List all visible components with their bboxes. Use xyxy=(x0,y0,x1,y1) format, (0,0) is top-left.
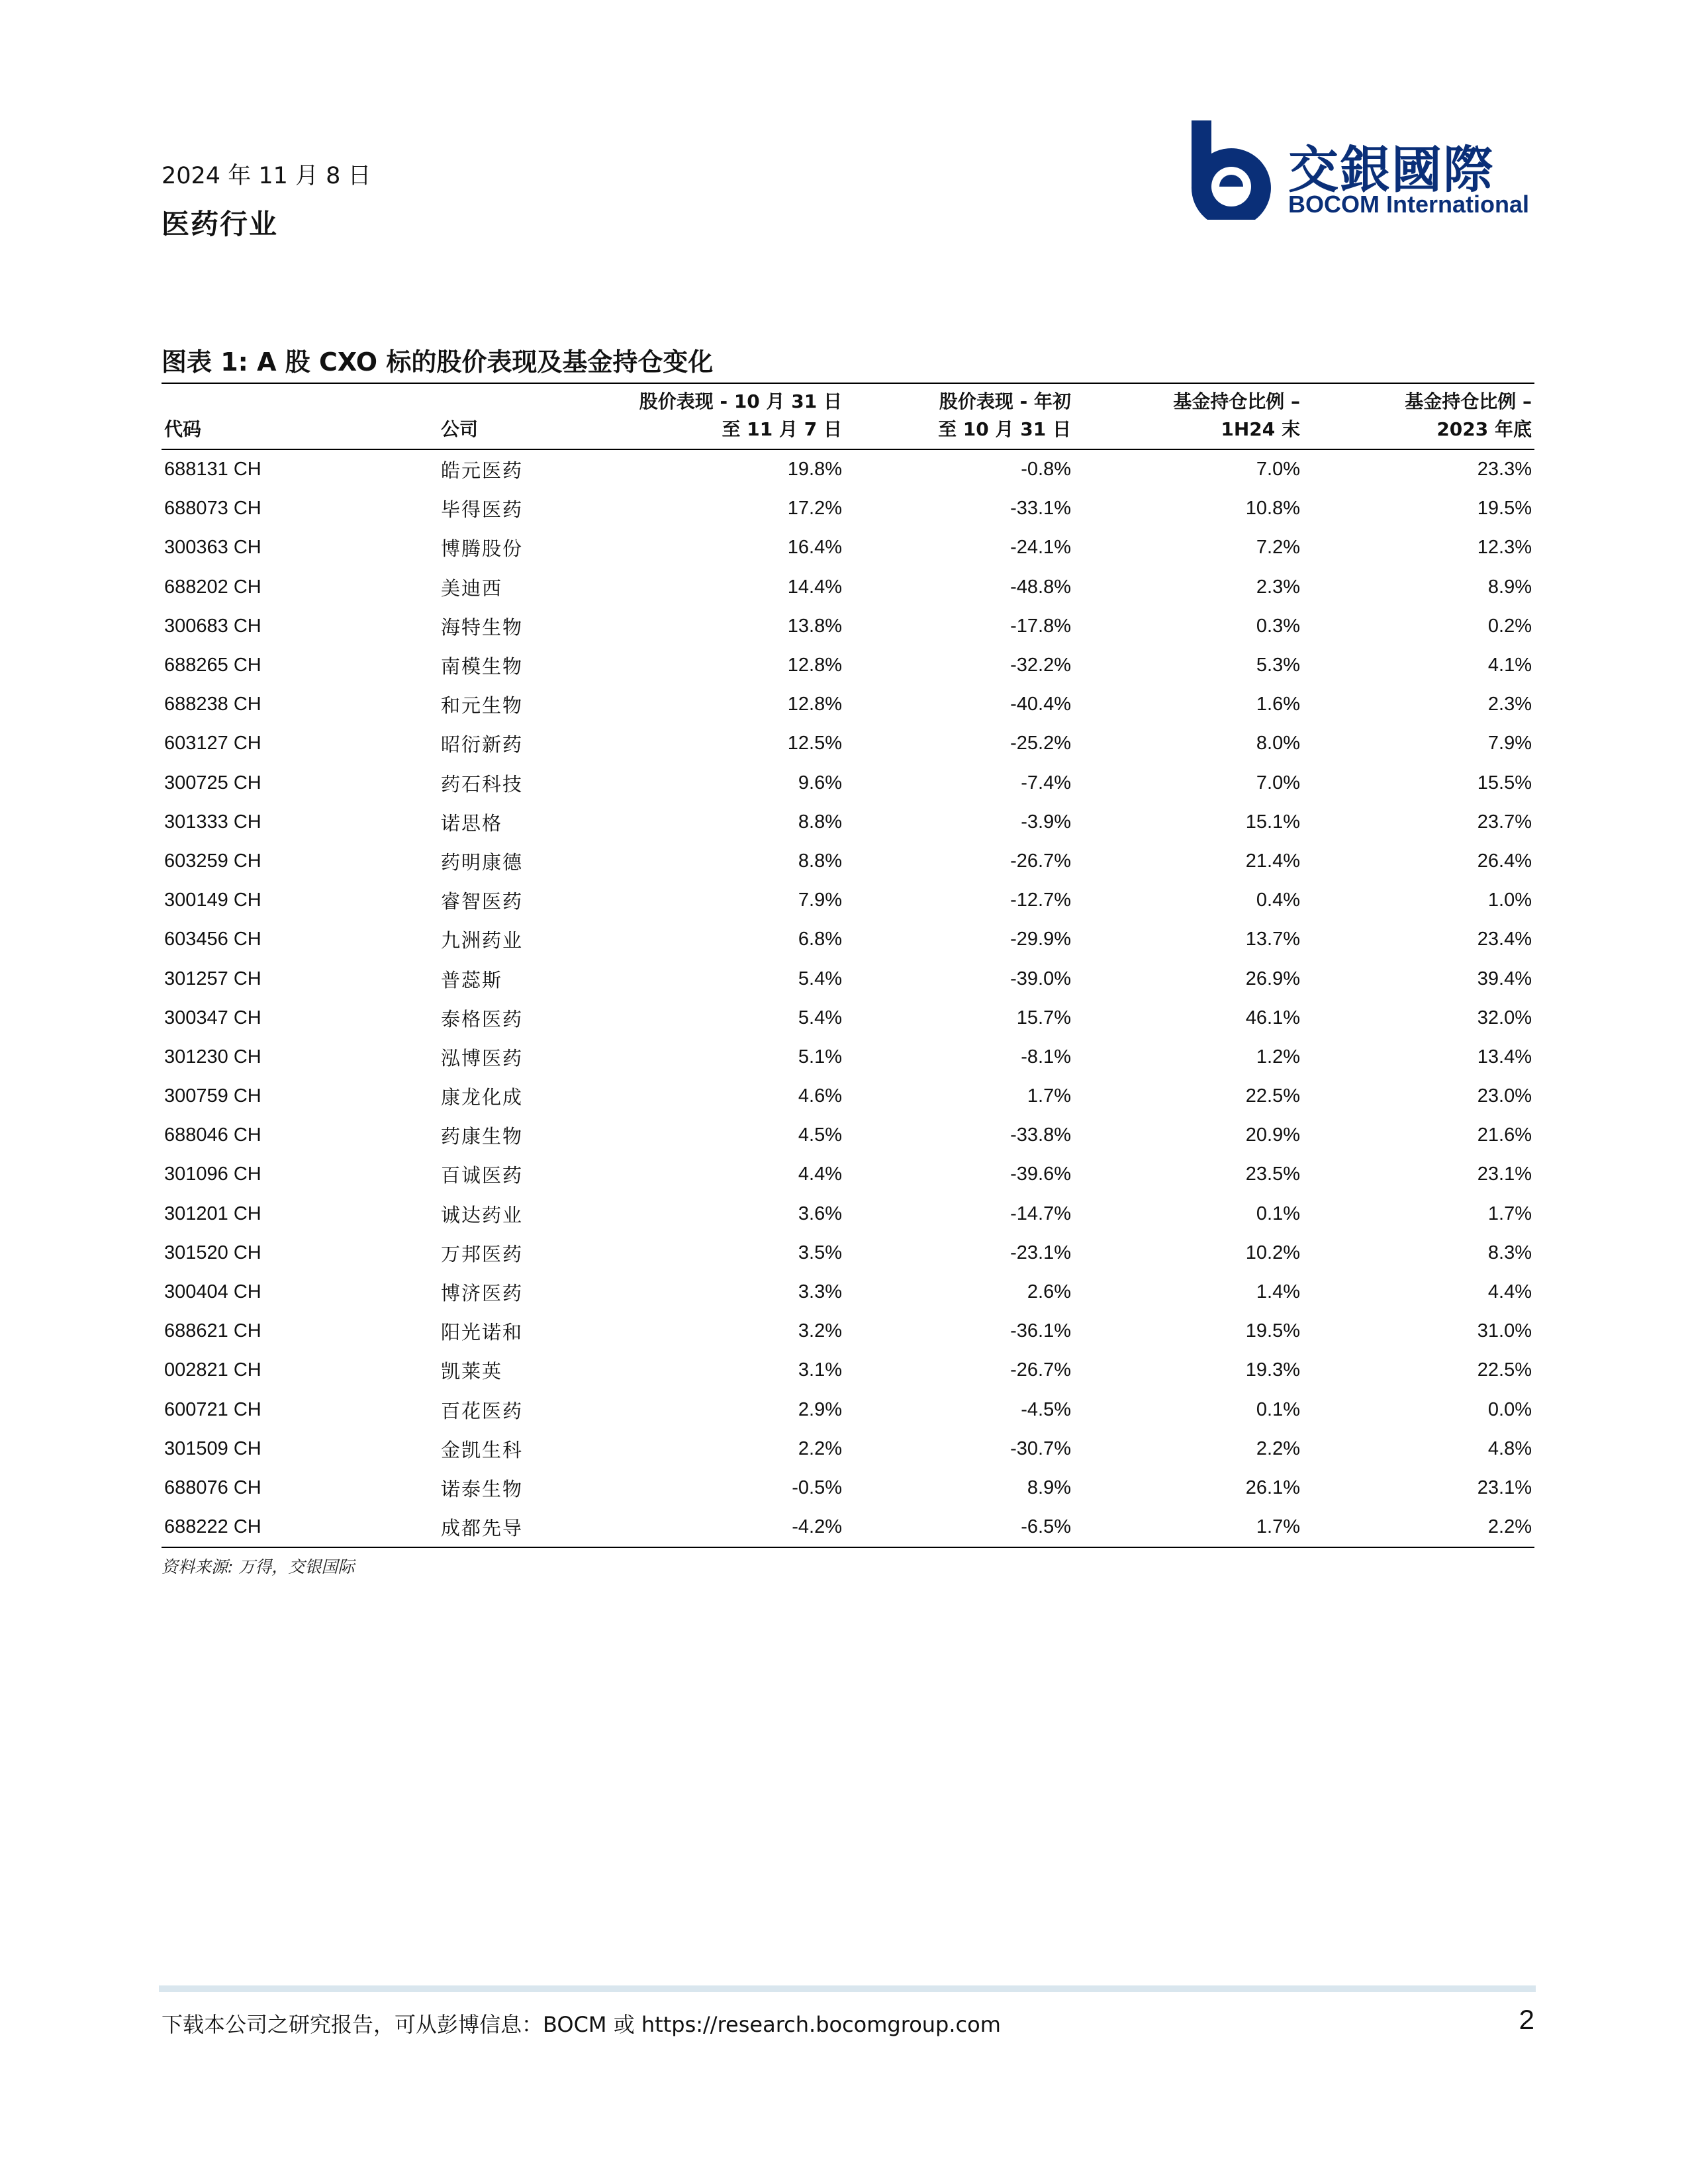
cell-fund-1h24: 19.5% xyxy=(1245,1320,1300,1342)
cell-fund-1h24: 0.4% xyxy=(1256,889,1300,911)
cell-fund-2023: 4.1% xyxy=(1487,655,1532,676)
cell-code: 300404 CH xyxy=(164,1281,261,1303)
cell-fund-2023: 12.3% xyxy=(1477,537,1532,559)
cell-perf-recent: 8.8% xyxy=(798,850,842,872)
header-company xyxy=(438,383,624,449)
cell-code: 603456 CH xyxy=(164,929,261,950)
cell-perf-recent: 2.9% xyxy=(798,1398,842,1420)
cell-perf-ytd: 8.9% xyxy=(1027,1477,1071,1498)
cell-perf-recent: 3.1% xyxy=(798,1359,842,1381)
cell-perf-recent: 12.5% xyxy=(787,733,842,754)
cell-perf-recent: 19.8% xyxy=(787,459,842,480)
cell-code: 688265 CH xyxy=(164,655,261,676)
header-code xyxy=(162,383,438,449)
source-note: 资料来源: 万得，交银国际 xyxy=(162,1557,355,1576)
table-row xyxy=(162,1195,1534,1234)
cell-code: 301201 CH xyxy=(164,1203,261,1224)
cell-code: 300759 CH xyxy=(164,1085,261,1107)
cell-company: 金凯生科 xyxy=(441,1438,524,1461)
cell-fund-1h24: 15.1% xyxy=(1245,811,1300,833)
cell-fund-2023: 2.2% xyxy=(1303,1508,1534,1547)
header-company-label: 公司 xyxy=(441,418,479,440)
cell-company: 药明康德 xyxy=(441,850,524,874)
cell-perf-ytd: -17.8% xyxy=(1010,615,1071,637)
cell-company: 南模生物 xyxy=(441,655,524,678)
cell-fund-1h24: 8.0% xyxy=(1256,733,1300,754)
industry-title: 医药行业 xyxy=(162,208,279,240)
cell-fund-1h24: 0.1% xyxy=(1256,1398,1300,1420)
cell-code: 300347 CH xyxy=(164,1007,261,1028)
cell-perf-ytd: -32.2% xyxy=(1010,655,1071,676)
cell-perf-ytd: 2.6% xyxy=(1027,1281,1071,1303)
table-row xyxy=(162,1116,1534,1155)
cell-perf-recent: 6.8% xyxy=(798,929,842,950)
cell-fund-1h24: 26.9% xyxy=(1245,968,1300,989)
table-row xyxy=(162,1155,1534,1194)
cell-company: 皓元医药 xyxy=(441,459,524,482)
cell-code: 688046 CH xyxy=(164,1124,261,1146)
cell-perf-ytd: -39.0% xyxy=(1010,968,1071,989)
table-row xyxy=(162,1351,1534,1390)
cell-company: 阳光诺和 xyxy=(441,1321,524,1344)
cell-fund-2023: 0.0% xyxy=(1487,1398,1532,1420)
cell-company: 药康生物 xyxy=(441,1125,524,1148)
cell-code: 688076 CH xyxy=(164,1477,261,1498)
cell-fund-1h24: 10.2% xyxy=(1245,1242,1300,1263)
table-row xyxy=(162,999,1534,1038)
table-row xyxy=(162,1234,1534,1273)
cell-perf-recent: -0.5% xyxy=(792,1477,842,1498)
report-date: 2024 年 11 月 8 日 xyxy=(162,163,371,189)
table-body xyxy=(162,449,1534,1547)
cell-company: 和元生物 xyxy=(441,694,524,717)
cell-fund-1h24: 19.3% xyxy=(1245,1359,1300,1381)
cell-fund-1h24: 5.3% xyxy=(1256,655,1300,676)
cell-perf-ytd: -36.1% xyxy=(1010,1320,1071,1342)
cell-company: 泰格医药 xyxy=(441,1007,524,1030)
header-fund-2023-line1: 基金持仓比例 – xyxy=(1405,390,1532,412)
cell-perf-recent: 3.3% xyxy=(798,1281,842,1303)
cell-fund-1h24: 2.3% xyxy=(1256,576,1300,598)
cell-fund-1h24: 0.1% xyxy=(1256,1203,1300,1224)
header-fund-2023 xyxy=(1303,383,1534,449)
cell-perf-ytd: -26.7% xyxy=(1010,850,1071,872)
cell-fund-1h24: 1.2% xyxy=(1256,1046,1300,1068)
table-row xyxy=(162,1312,1534,1351)
cell-perf-ytd: -0.8% xyxy=(1021,459,1071,480)
cell-code: 301509 CH xyxy=(164,1437,261,1459)
cell-code: 002821 CH xyxy=(164,1359,261,1381)
cell-fund-1h24: 22.5% xyxy=(1245,1085,1300,1107)
cell-code: 688073 CH xyxy=(164,498,261,520)
header-fund-2023-line2: 2023 年底 xyxy=(1436,418,1532,440)
cell-fund-1h24: 0.3% xyxy=(1256,615,1300,637)
cell-fund-2023: 32.0% xyxy=(1477,1007,1532,1028)
cell-perf-ytd: -6.5% xyxy=(845,1508,1074,1547)
cell-code: 300149 CH xyxy=(164,889,261,911)
header-perf-ytd-line1: 股价表现 - 年初 xyxy=(939,390,1071,412)
table-row xyxy=(162,1430,1534,1469)
table-row xyxy=(162,842,1534,881)
cell-fund-2023: 4.4% xyxy=(1487,1281,1532,1303)
cell-company: 海特生物 xyxy=(441,615,524,639)
cell-fund-1h24: 7.0% xyxy=(1256,459,1300,480)
cell-code: 603127 CH xyxy=(164,733,261,754)
cell-fund-2023: 7.9% xyxy=(1487,733,1532,754)
table-row xyxy=(162,1077,1534,1116)
cell-fund-2023: 19.5% xyxy=(1477,498,1532,520)
cell-fund-2023: 22.5% xyxy=(1477,1359,1532,1381)
header-fund-1h24-line1: 基金持仓比例 – xyxy=(1173,390,1300,412)
cell-fund-1h24: 7.2% xyxy=(1256,537,1300,559)
table-row xyxy=(162,920,1534,959)
cell-fund-1h24: 7.0% xyxy=(1256,772,1300,794)
table-row xyxy=(162,1038,1534,1077)
table-row xyxy=(162,685,1534,724)
cell-fund-2023: 21.6% xyxy=(1477,1124,1532,1146)
cell-fund-2023: 23.4% xyxy=(1477,929,1532,950)
cell-perf-ytd: -48.8% xyxy=(1010,576,1071,598)
cell-code: 688222 CH xyxy=(162,1508,438,1547)
cell-fund-2023: 23.1% xyxy=(1477,1477,1532,1498)
cell-perf-ytd: -24.1% xyxy=(1010,537,1071,559)
cell-company: 普蕊斯 xyxy=(441,968,503,991)
table-row xyxy=(162,959,1534,998)
cell-fund-1h24: 10.8% xyxy=(1245,498,1300,520)
cell-perf-recent: 12.8% xyxy=(787,694,842,715)
cell-fund-2023: 13.4% xyxy=(1477,1046,1532,1068)
cell-perf-ytd: -40.4% xyxy=(1010,694,1071,715)
cell-company: 泓博医药 xyxy=(441,1046,524,1069)
figure-title: 图表 1: A 股 CXO 标的股价表现及基金持仓变化 xyxy=(162,347,714,377)
cell-code: 301257 CH xyxy=(164,968,261,989)
cell-perf-recent: 9.6% xyxy=(798,772,842,794)
cell-company: 凯莱英 xyxy=(441,1360,503,1383)
cell-perf-ytd: -25.2% xyxy=(1010,733,1071,754)
cell-company: 诺泰生物 xyxy=(441,1477,524,1500)
cell-perf-recent: 12.8% xyxy=(787,655,842,676)
page-number: 2 xyxy=(1519,2004,1534,2035)
logo-chinese-name: 交銀國際 xyxy=(1288,140,1495,199)
cell-code: 688131 CH xyxy=(164,459,261,480)
table-row xyxy=(162,1273,1534,1312)
cell-fund-1h24: 1.4% xyxy=(1256,1281,1300,1303)
cell-fund-2023: 8.3% xyxy=(1487,1242,1532,1263)
cell-perf-ytd: -39.6% xyxy=(1010,1163,1071,1185)
table-row xyxy=(162,607,1534,646)
cell-company: 美迪西 xyxy=(441,576,503,600)
cell-perf-ytd: -3.9% xyxy=(1021,811,1071,833)
cell-perf-ytd: 15.7% xyxy=(1016,1007,1071,1028)
table-row xyxy=(162,489,1534,528)
cell-fund-2023: 23.1% xyxy=(1477,1163,1532,1185)
cell-company: 毕得医药 xyxy=(441,498,524,522)
cell-fund-2023: 1.7% xyxy=(1487,1203,1532,1224)
cell-perf-recent: 4.6% xyxy=(798,1085,842,1107)
cell-fund-1h24: 20.9% xyxy=(1245,1124,1300,1146)
header-perf-recent-line2: 至 11 月 7 日 xyxy=(722,418,842,440)
cell-fund-1h24: 2.2% xyxy=(1256,1437,1300,1459)
cell-perf-recent: 3.5% xyxy=(798,1242,842,1263)
header-code-label: 代码 xyxy=(164,418,202,440)
cell-fund-2023: 1.0% xyxy=(1487,889,1532,911)
cell-perf-ytd: -33.8% xyxy=(1010,1124,1071,1146)
cell-company: 博济医药 xyxy=(441,1282,524,1305)
table-row xyxy=(162,764,1534,803)
table-row xyxy=(162,1508,1534,1547)
header-fund-1h24-line2: 1H24 末 xyxy=(1221,418,1300,440)
cell-fund-2023: 23.0% xyxy=(1477,1085,1532,1107)
cell-perf-recent: 13.8% xyxy=(787,615,842,637)
cell-perf-recent: 5.4% xyxy=(798,1007,842,1028)
cell-perf-ytd: -12.7% xyxy=(1010,889,1071,911)
cell-company: 百花医药 xyxy=(441,1399,524,1422)
cell-perf-recent: 4.5% xyxy=(798,1124,842,1146)
cell-perf-recent: 8.8% xyxy=(798,811,842,833)
cell-code: 688202 CH xyxy=(164,576,261,598)
table-row xyxy=(162,724,1534,763)
cell-fund-2023: 15.5% xyxy=(1477,772,1532,794)
cell-company: 诚达药业 xyxy=(441,1203,524,1226)
cell-company: 万邦医药 xyxy=(441,1242,524,1265)
cell-code: 300725 CH xyxy=(164,772,261,794)
cell-perf-recent: 17.2% xyxy=(787,498,842,520)
table-row xyxy=(162,1390,1534,1430)
cell-perf-recent: 5.1% xyxy=(798,1046,842,1068)
header-perf-ytd xyxy=(845,383,1074,449)
cell-fund-2023: 26.4% xyxy=(1477,850,1532,872)
cell-perf-recent: -4.2% xyxy=(624,1508,845,1547)
table-header-row xyxy=(162,383,1534,449)
header-fund-1h24 xyxy=(1074,383,1303,449)
cell-perf-ytd: -7.4% xyxy=(1021,772,1071,794)
cell-fund-1h24: 1.7% xyxy=(1074,1508,1303,1547)
cell-fund-2023: 2.3% xyxy=(1487,694,1532,715)
cell-code: 301096 CH xyxy=(164,1163,261,1185)
cell-code: 301230 CH xyxy=(164,1046,261,1068)
cell-perf-recent: 14.4% xyxy=(787,576,842,598)
cell-perf-recent: 3.6% xyxy=(798,1203,842,1224)
cell-perf-recent: 2.2% xyxy=(798,1437,842,1459)
cell-fund-2023: 31.0% xyxy=(1477,1320,1532,1342)
cell-perf-ytd: -4.5% xyxy=(1021,1398,1071,1420)
cell-company: 九洲药业 xyxy=(441,929,524,952)
table-row xyxy=(162,803,1534,842)
cell-fund-2023: 4.8% xyxy=(1487,1437,1532,1459)
cell-fund-2023: 0.2% xyxy=(1487,615,1532,637)
cell-perf-ytd: -30.7% xyxy=(1010,1437,1071,1459)
cell-company: 百诚医药 xyxy=(441,1164,524,1187)
bocom-logo-icon xyxy=(1180,120,1279,220)
cell-fund-1h24: 1.6% xyxy=(1256,694,1300,715)
table-row xyxy=(162,1469,1534,1508)
cell-code: 301333 CH xyxy=(164,811,261,833)
cell-perf-ytd: -23.1% xyxy=(1010,1242,1071,1263)
footer-download-note: 下载本公司之研究报告，可从彭博信息：BOCM 或 https://research.bocomgroup.com xyxy=(162,2012,1001,2037)
cell-company: 药石科技 xyxy=(441,772,524,796)
table-row xyxy=(162,881,1534,920)
cell-fund-1h24: 13.7% xyxy=(1245,929,1300,950)
cell-fund-2023: 39.4% xyxy=(1477,968,1532,989)
cell-fund-2023: 23.7% xyxy=(1477,811,1532,833)
cell-company: 昭衍新药 xyxy=(441,733,524,756)
cell-perf-ytd: 1.7% xyxy=(1027,1085,1071,1107)
table-row xyxy=(162,646,1534,685)
footer-divider xyxy=(159,1985,1536,1992)
cell-perf-ytd: -14.7% xyxy=(1010,1203,1071,1224)
cell-perf-ytd: -8.1% xyxy=(1021,1046,1071,1068)
cell-code: 301520 CH xyxy=(164,1242,261,1263)
cxo-stock-table xyxy=(162,383,1534,1548)
cell-company: 成都先导 xyxy=(438,1508,624,1547)
cell-fund-1h24: 26.1% xyxy=(1245,1477,1300,1498)
cell-perf-recent: 3.2% xyxy=(798,1320,842,1342)
cell-perf-recent: 5.4% xyxy=(798,968,842,989)
table-row xyxy=(162,449,1534,489)
cell-company: 康龙化成 xyxy=(441,1086,524,1109)
logo-english-name: BOCOM International xyxy=(1288,191,1530,218)
cell-code: 600721 CH xyxy=(164,1398,261,1420)
cell-code: 688238 CH xyxy=(164,694,261,715)
cell-perf-ytd: -26.7% xyxy=(1010,1359,1071,1381)
cell-code: 300363 CH xyxy=(164,537,261,559)
table-row xyxy=(162,568,1534,607)
cell-company: 睿智医药 xyxy=(441,890,524,913)
table-row xyxy=(162,528,1534,567)
cell-fund-2023: 8.9% xyxy=(1487,576,1532,598)
cell-perf-ytd: -33.1% xyxy=(1010,498,1071,520)
header-perf-recent xyxy=(624,383,845,449)
cell-company: 诺思格 xyxy=(441,811,503,835)
cell-fund-1h24: 46.1% xyxy=(1245,1007,1300,1028)
cell-perf-recent: 7.9% xyxy=(798,889,842,911)
cell-fund-1h24: 23.5% xyxy=(1245,1163,1300,1185)
cell-code: 688621 CH xyxy=(164,1320,261,1342)
cell-code: 603259 CH xyxy=(164,850,261,872)
cell-perf-recent: 4.4% xyxy=(798,1163,842,1185)
bocom-logo xyxy=(1180,120,1537,226)
header-perf-recent-line1: 股价表现 - 10 月 31 日 xyxy=(639,390,842,412)
header-perf-ytd-line2: 至 10 月 31 日 xyxy=(938,418,1071,440)
cell-fund-1h24: 21.4% xyxy=(1245,850,1300,872)
cell-code: 300683 CH xyxy=(164,615,261,637)
cell-perf-recent: 16.4% xyxy=(787,537,842,559)
cell-company: 博腾股份 xyxy=(441,537,524,561)
cell-fund-2023: 23.3% xyxy=(1477,459,1532,480)
cell-perf-ytd: -29.9% xyxy=(1010,929,1071,950)
